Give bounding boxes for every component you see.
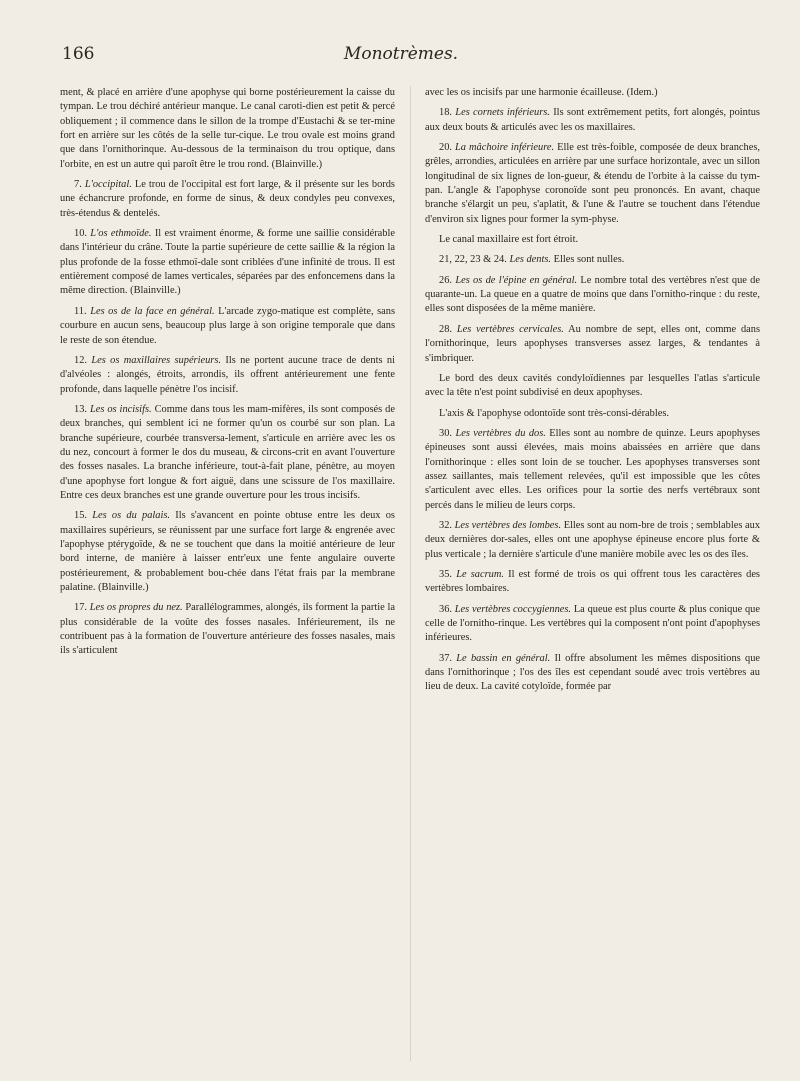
section-number: 15. — [74, 510, 87, 522]
paragraph-text: Au nombre de sept, elles ont, comme dans l'ornithorinque, leurs apophyses transverses assez larges, & tendantes à s'imbriquer. — [425, 323, 760, 364]
paragraph-text: Elle est très-foible, composée de deux branches, grêles, arrondies, articulées en arrière par une surface horizontale, avec un sillon longitudinal de six lignes de lon-gueur, & étendu de l'orbite à la caisse du tym-pan. L'angle & l'apophyse coronoïde sont peu prononcés. En avant, chaque branche s'élargit un peu, s'aplatit, & l'une & l'autre se touchent dans l'étendue d'environ six lignes pour former la sym-physe. — [425, 142, 760, 225]
paragraph — [425, 407, 760, 421]
paragraph — [425, 233, 760, 247]
section-heading: Les os propres du nez. — [89, 602, 183, 614]
section-number: 12. — [74, 354, 87, 366]
section-heading: Les os du palais. — [92, 510, 170, 522]
section-number: 21, 22, 23 & 24. — [439, 254, 507, 266]
paragraph-text: La queue est plus courte & plus conique que celle de l'ornitho-rinque. Les vertèbres qui la composent n'ont point d'apophyses inférieures. — [425, 603, 760, 644]
section-heading: Le sacrum. — [456, 568, 504, 580]
section-heading: Les vertèbres des lombes. — [454, 519, 562, 531]
section-number: 18. — [439, 107, 452, 119]
paragraph — [425, 372, 760, 401]
paragraph — [60, 354, 395, 397]
section-heading: Les vertèbres coccygiennes. — [454, 603, 572, 615]
paragraph — [425, 141, 760, 227]
section-number: 37. — [439, 652, 452, 664]
paragraph — [425, 603, 760, 646]
section-number: 35. — [439, 568, 452, 580]
section-number: 17. — [74, 602, 87, 614]
section-number: 32. — [439, 519, 452, 531]
paragraph — [425, 568, 760, 597]
section-heading: Les cornets inférieurs. — [455, 107, 550, 119]
paragraph-text: Ils sont extrêmement petits, fort alongés, pointus aux deux bouts & articulés avec les os maxillaires. — [425, 107, 760, 133]
paragraph — [425, 253, 760, 267]
section-heading: Le bassin en général. — [456, 652, 551, 664]
paragraph — [60, 86, 395, 172]
paragraph — [425, 427, 760, 513]
paragraph-text: Le canal maxillaire est fort étroit. — [439, 234, 579, 246]
paragraph-text: Parallélogrammes, alongés, ils forment la partie la plus considérable de la voûte des fosses nasales. Inférieurement, ils ne contribuent pas à la formation de l'ouverture antérieure des fosses nasales, mais ils s'articulent — [60, 602, 395, 657]
paragraph-text: Elles sont nulles. — [553, 254, 625, 266]
section-heading: Les vertèbres du dos. — [455, 427, 546, 439]
paragraph-text: Ils s'avancent en pointe obtuse entre les deux os maxillaires supérieurs, se réunissent par une surface fort large & engrenée avec l'apophyse ptérygoïde, & ne se touchent que dans la moitié antérieure de leur bord interne, de manière à laisser entr'eux une fente angulaire ouverte postérieurement, & probablement bou-chée dans l'état frais par la membrane palatine. (Blainville.) — [60, 510, 395, 593]
paragraph — [425, 86, 760, 100]
paragraph — [60, 305, 395, 348]
paragraph — [60, 601, 395, 658]
right-column — [425, 86, 760, 695]
page-number: 166 — [62, 44, 95, 64]
section-heading: Les os maxillaires supérieurs. — [91, 354, 221, 366]
paragraph-text: Il est formé de trois os qui offrent tous les caractères des vertèbres lombaires. — [425, 568, 760, 595]
paragraph-text: L'axis & l'apophyse odontoïde sont très-consi-dérables. — [439, 407, 669, 419]
paragraph-text: Le nombre total des vertèbres n'est que de quarante-un. La queue en a quatre de moins que dans l'ornitho-rinque : du reste, elles sont disposées de la même manière. — [425, 274, 760, 315]
paragraph-text: Il offre absolument les mêmes dispositions que dans l'ornithorinque ; l'os des îles est cependant soudé avec trois vertèbres au lieu de deux. La cavité cotyloïde, formée par — [425, 652, 761, 693]
section-number: 30. — [439, 427, 452, 439]
paragraph-text: Le trou de l'occipital est fort large, & il présente sur les bords une échancrure profonde, en forme de sinus, & deux condyles peu convexes, très-étendus & dentelés. — [60, 179, 395, 219]
section-number: 36. — [439, 603, 452, 615]
paragraph — [60, 403, 395, 503]
paragraph-text: L'arcade zygo-matique est complète, sans courbure en aucun sens, beaucoup plus large à son origine temporale que dans le reste de son étendue. — [60, 305, 395, 346]
paragraph-text: Elles sont au nombre de quinze. Leurs apophyses épineuses sont aussi élevées, mais moins abaissées en arrière que dans l'ornithorinque : elles sont loin de se toucher. Les apophyses transverses sont assez saillantes, mais tellement relevées, qu'il est impossible que les côtes s'articulent avec elles. Les orifices pour la sortie des nerfs vertébraux sont percés dans le milieu de leurs corps. — [425, 427, 760, 511]
paragraph — [425, 106, 760, 135]
paragraph — [60, 178, 395, 221]
paragraph — [60, 227, 395, 299]
paragraph-text: Comme dans tous les mam-mifères, ils sont composés de deux branches, qui semblent ici ne former qu'un os courbé sur son plan. La branche supérieure, courbée transversa-lement, s'articule en arrière avec les os du nez, concourt à former le dos du museau, & circons-crit en avant l'ouverture des fosses nasales. La branche inférieure, tout-à-fait plane, pénètre, au moyen d'une apophyse fort longue & fort aiguë, dans une scissure de l'os maxillaire. Entre ces deux branches est une grande ouverture pour les trous incisifs. — [60, 403, 395, 501]
section-number: 13. — [74, 403, 87, 415]
left-column — [60, 86, 395, 659]
section-heading: L'os ethmoïde. — [90, 228, 152, 240]
section-number: 20. — [439, 142, 452, 154]
paragraph-text: avec les os incisifs par une harmonie écailleuse. (Idem.) — [425, 87, 658, 98]
section-number: 7. — [74, 179, 82, 191]
section-number: 10. — [74, 228, 87, 240]
paragraph — [60, 509, 395, 595]
running-title: Monotrèmes. — [343, 44, 459, 64]
section-number: 28. — [439, 323, 452, 335]
paragraph — [425, 652, 760, 695]
paragraph-text: Le bord des deux cavités condyloïdiennes par lesquelles l'atlas s'articule avec la tête n'est point subdivisé en deux apophyses. — [425, 372, 760, 399]
section-heading: Les vertèbres cervicales. — [456, 323, 564, 335]
section-heading: L'occipital. — [84, 179, 132, 191]
paragraph-text: ment, & placé en arrière d'une apophyse qui borne postérieurement la caisse du tympan. Le trou déchiré antérieur manque. Le canal caroti-dien est petit & percé obliquement ; il commence dans le sillon de la trompe d'Eustachi & se ter-mine fort en arrière sur les côtés de la selle tur-cique. Le trou ovale est moins grand que dans l'ornithorinque. Au-dessous de la terminaison du trou optique, dans l'orbite, en est un autre qui paroît être le trou rond. (Blainville.) — [60, 87, 395, 170]
column-divider — [410, 86, 411, 1061]
section-number: 11. — [74, 305, 87, 317]
section-heading: Les os de l'épine en général. — [455, 274, 578, 286]
paragraph — [425, 323, 760, 366]
paragraph — [425, 519, 760, 562]
section-heading: La mâchoire inférieure. — [455, 142, 555, 154]
paragraph — [425, 274, 760, 317]
paragraph-text: Elles sont au nom-bre de trois ; semblables aux deux dernières dor-sales, elles ont une apophyse épineuse encore plus forte & plus verticale ; la dernière s'articule d'une manière mobile avec les os des îles. — [425, 519, 761, 560]
section-heading: Les os incisifs. — [89, 403, 152, 415]
page-header — [62, 44, 740, 74]
section-heading: Les os de la face en général. — [90, 305, 215, 317]
section-heading: Les dents. — [509, 254, 552, 266]
paragraph-text: Il est vraiment énorme, & forme une saillie considérable dans l'intérieur du crâne. Toute la partie supérieure de cette saillie & la région la plus profonde de la fosse ethmoï-dale sont criblées d'une infinité de trous. Il est entièrement composé de lames verticales, séparées par des enfoncemens dans la même direction. (Blainville.) — [60, 228, 395, 297]
paragraph-text: Ils ne portent aucune trace de dents ni d'alvéoles : alongés, étroits, arrondis, ils offrent antérieurement une fente profonde, dans laquelle pénètre l'os incisif. — [60, 354, 395, 395]
section-number: 26. — [439, 274, 452, 286]
